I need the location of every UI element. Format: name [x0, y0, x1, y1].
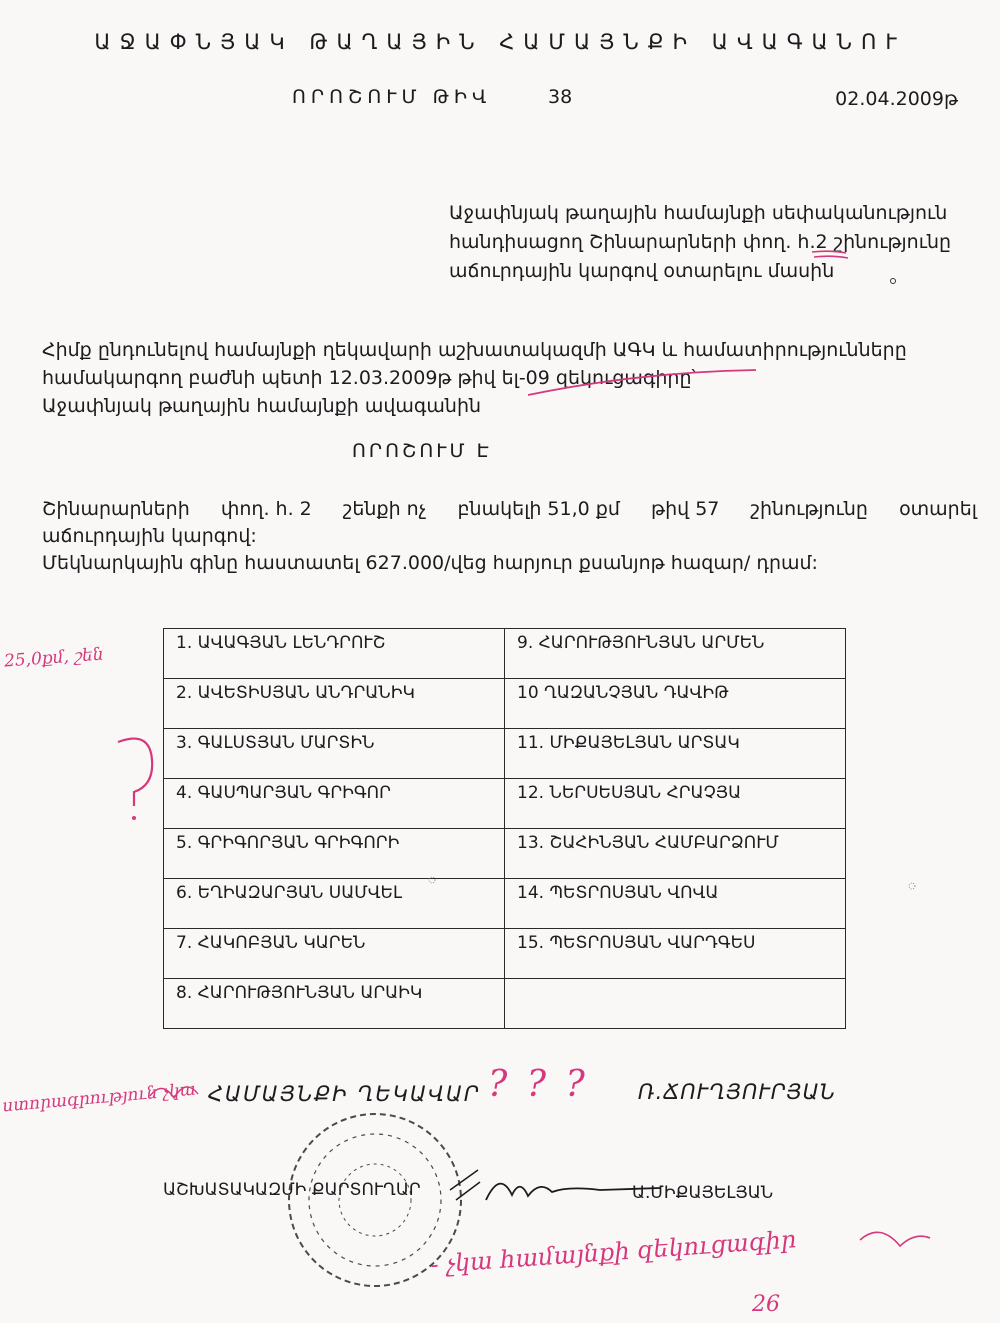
- handwritten-signature-note: ստորագրություն չկա: [1, 1079, 197, 1117]
- body-word: թիվ 57: [651, 498, 720, 520]
- decision-date: 02.04.2009թ: [835, 88, 958, 110]
- member-cell: 4. ԳԱՍՊԱՐՅԱՆ ԳՐԻԳՈՐ: [164, 779, 505, 829]
- official-seal: [289, 1114, 461, 1286]
- member-cell: 12. ՆԵՐՍԵՍՅԱՆ ՀՐԱՉՅԱ: [505, 779, 846, 829]
- basis-line: Հիմք ընդունելով համայնքի ղեկավարի աշխատակազմի ԱԳԿ և համատիրությունները: [42, 339, 907, 361]
- handwritten-bottom-note: - չկա համայնքի զեկուցագիր: [429, 1225, 797, 1279]
- pink-underline-h2: [812, 251, 846, 253]
- member-cell: 14. ՊԵՏՐՈՍՅԱՆ ՎՈՎԱ: [505, 879, 846, 929]
- staff-signature: [486, 1184, 660, 1200]
- council-name: ԱՋԱՓՆՅԱԿ ԹԱՂԱՅԻՆ ՀԱՄԱՅՆՔԻ ԱՎԱԳԱՆՈՒ: [94, 30, 906, 54]
- staff-signature-mark: [450, 1170, 480, 1200]
- basis-line: Աջափնյակ թաղային համայնքի ավագանին: [42, 395, 482, 417]
- decision-label: ՈՐՈՇՈՒՄ ԹԻՎ: [292, 86, 492, 108]
- subject-line: աճուրդային կարգով օտարելու մասին: [449, 260, 835, 282]
- basis-line: համակարգող բաժնի պետի 12.03.2009թ թիվ ել-09 զեկուցագիրը՝: [42, 367, 697, 389]
- staff-name: Ա.ՄԻՔԱՅԵԼՅԱՆ: [632, 1183, 774, 1203]
- member-cell: 15. ՊԵՏՐՈՍՅԱՆ ՎԱՐԴԳԵՍ: [505, 929, 846, 979]
- head-title: ՀԱՄԱՅՆՔԻ ՂԵԿԱՎԱՐ: [208, 1082, 481, 1106]
- handwritten-question-marks: ? ? ?: [488, 1064, 589, 1105]
- member-cell: 11. ՄԻՔԱՅԵԼՅԱՆ ԱՐՏԱԿ: [505, 729, 846, 779]
- staff-title: ԱՇԽԱՏԱԿԱԶՄԻ ՔԱՐՏՈՒՂԱՐ: [163, 1180, 421, 1200]
- member-cell: 3. ԳԱԼՍՏՅԱՆ ՄԱՐՏԻՆ: [164, 729, 505, 779]
- body-word: շինությունը: [750, 498, 868, 520]
- stray-mark: [909, 883, 915, 889]
- member-cell: 13. ՇԱՀԻՆՅԱՆ ՀԱՄԲԱՐՁՈՒՄ: [505, 829, 846, 879]
- member-cell: 5. ԳՐԻԳՈՐՅԱՆ ԳՐԻԳՈՐԻ: [164, 829, 505, 879]
- pink-question-mark: [118, 739, 152, 806]
- decision-number: 38: [548, 86, 573, 108]
- member-cell: 2. ԱՎԵՏԻՍՅԱՆ ԱՆԴՐԱՆԻԿ: [164, 679, 505, 729]
- subject-line: Աջափնյակ թաղային համայնքի սեփականություն: [449, 202, 948, 224]
- subject-line: հանդիսացող Շինարարների փող. հ.2 շինությունը: [449, 231, 952, 253]
- body-word: օտարել: [899, 498, 977, 520]
- head-name: Ռ.ՃՈՒՂՅՈՒՐՅԱՆ: [638, 1080, 837, 1104]
- member-cell: 7. ՀԱԿՈԲՅԱՆ ԿԱՐԵՆ: [164, 929, 505, 979]
- body-word: շենքի ոչ: [342, 498, 427, 520]
- handwritten-bottom-note-2: 26: [752, 1292, 780, 1317]
- body-word: Շինարարների: [42, 498, 190, 520]
- pink-scribble: [860, 1232, 930, 1246]
- member-cell: 10 ՂԱԶԱՆՉՅԱՆ ԴԱՎԻԹ: [505, 679, 846, 729]
- member-cell: 6. ԵՂԻԱԶԱՐՅԱՆ ՍԱՄՎԵԼ: [164, 879, 505, 929]
- body-word: բնակելի 51,0 քմ: [457, 498, 620, 520]
- body-line-2: աճուրդային կարգով:: [42, 525, 257, 547]
- member-cell: 9. ՀԱՐՈՒԹՅՈՒՆՅԱՆ ԱՐՄԵՆ: [505, 629, 846, 679]
- pink-underline-h2: [814, 256, 848, 258]
- stray-mark: [429, 877, 435, 883]
- body-line-3: Մեկնարկային գինը հաստատել 627.000/վեց հարյուր քսանյոթ հազար/ դրամ:: [42, 552, 818, 574]
- pink-underline-report: [528, 370, 756, 395]
- member-cell: 8. ՀԱՐՈՒԹՅՈՒՆՅԱՆ ԱՐԱԻԿ: [164, 979, 505, 1029]
- pink-scribble: [150, 1087, 198, 1098]
- body-word: փող. հ. 2: [220, 498, 312, 520]
- member-cell: 1. ԱՎԱԳՅԱՆ ԼԵՆԴՐՈՒՇ: [164, 629, 505, 679]
- pink-question-mark-dot: [132, 816, 136, 820]
- handwritten-margin-note: 25,0քմ, շեն: [3, 644, 105, 672]
- stray-mark: [891, 279, 896, 284]
- decides-heading: ՈՐՈՇՈՒՄ Է: [352, 440, 492, 462]
